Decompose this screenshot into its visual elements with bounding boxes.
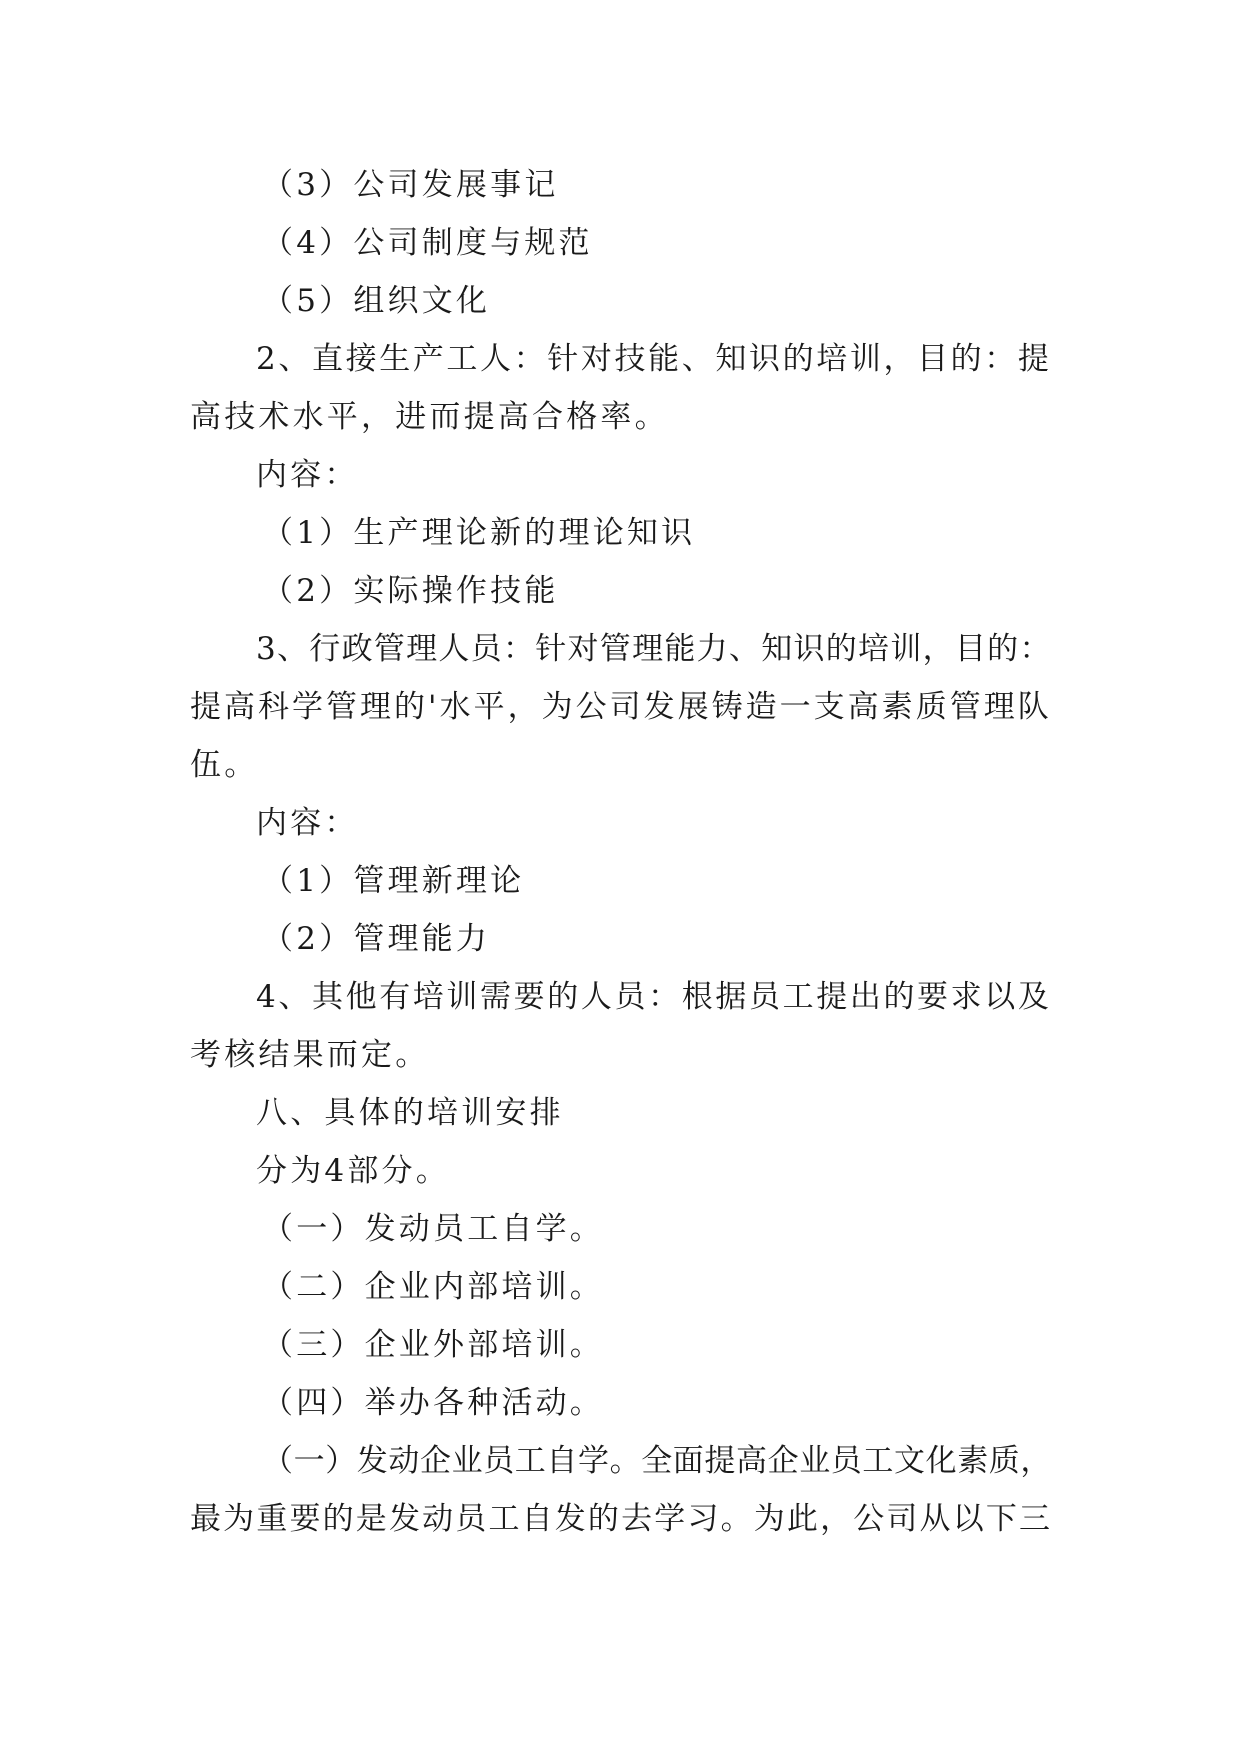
paragraph-line: 高技术水平，进而提高合格率。 <box>190 399 669 435</box>
paragraph-line: 分为4部分。 <box>256 1153 450 1189</box>
paragraph-line: 伍。 <box>190 747 259 783</box>
paragraph-line: 3、行政管理人员：针对管理能力、知识的培训，目的： <box>256 631 1052 667</box>
paragraph-line: （一）发动企业员工自学。全面提高企业员工文化素质， <box>262 1443 1052 1479</box>
list-item: （3）公司发展事记 <box>262 167 559 203</box>
list-item: （一）发动员工自学。 <box>262 1211 604 1247</box>
list-item: （二）企业内部培训。 <box>262 1269 604 1305</box>
list-item: （2）实际操作技能 <box>262 573 559 609</box>
list-item: （三）企业外部培训。 <box>262 1327 604 1363</box>
section-label: 内容： <box>256 805 359 841</box>
section-heading: 八、具体的培训安排 <box>256 1095 564 1131</box>
list-item: （四）举办各种活动。 <box>262 1385 604 1421</box>
section-label: 内容： <box>256 457 359 493</box>
list-item: （2）管理能力 <box>262 921 491 957</box>
paragraph-line: 提高科学管理的'水平，为公司发展铸造一支高素质管理队 <box>190 689 1052 725</box>
list-item: （5）组织文化 <box>262 283 491 319</box>
paragraph-line: 2、直接生产工人：针对技能、知识的培训，目的：提 <box>256 341 1052 377</box>
paragraph-line: 4、其他有培训需要的人员：根据员工提出的要求以及 <box>256 979 1052 1015</box>
list-item: （4）公司制度与规范 <box>262 225 593 261</box>
paragraph-line: 最为重要的是发动员工自发的去学习。为此，公司从以下三 <box>190 1501 1053 1537</box>
list-item: （1）生产理论新的理论知识 <box>262 515 696 551</box>
list-item: （1）管理新理论 <box>262 863 525 899</box>
paragraph-line: 考核结果而定。 <box>190 1037 430 1073</box>
